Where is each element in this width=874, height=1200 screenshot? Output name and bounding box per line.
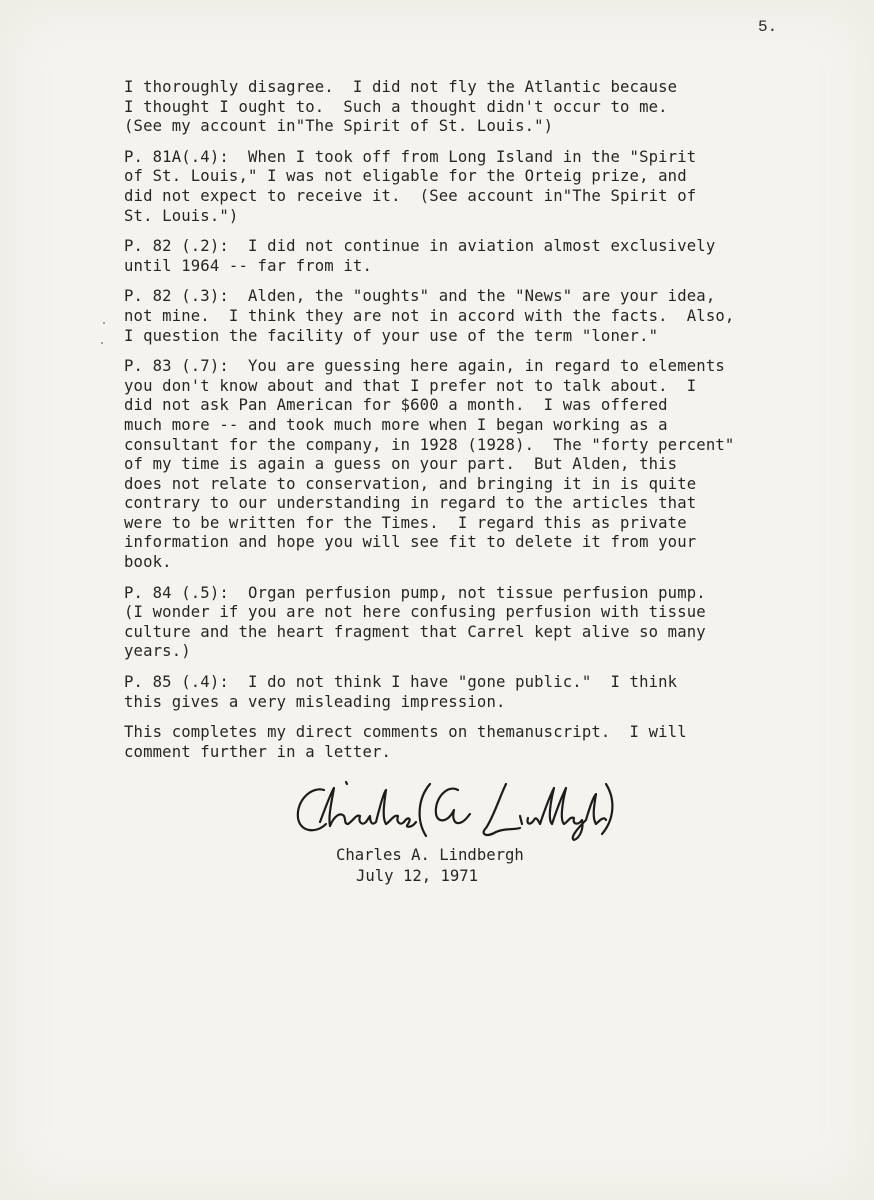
text-line: P. 85 (.4): I do not think I have "gone public." I think — [124, 673, 678, 692]
text-line: of my time is again a guess on your part. But Alden, this — [124, 455, 678, 474]
text-line: I question the facility of your use of the term "loner." — [124, 326, 659, 345]
text-line: (See my account in"The Spirit of St. Louis.") — [124, 117, 554, 136]
text-line: P. 82 (.2): I did not continue in aviation almost exclusively — [124, 237, 716, 256]
letter-paragraph — [124, 357, 814, 573]
letter-body — [124, 78, 814, 773]
page-number: 5. — [758, 18, 778, 36]
margin-mark — [101, 342, 103, 344]
text-line: contrary to our understanding in regard to the articles that — [124, 494, 697, 513]
text-line: were to be written for the Times. I regard this as private — [124, 513, 687, 532]
text-line: this gives a very misleading impression. — [124, 692, 506, 711]
text-line: of St. Louis," I was not eligable for the Orteig prize, and — [124, 167, 687, 186]
letter-paragraph — [124, 148, 814, 226]
handwritten-signature — [290, 776, 620, 846]
text-line: not mine. I think they are not in accord with the facts. Also, — [124, 306, 735, 325]
text-line: does not relate to conservation, and bringing it in is quite — [124, 474, 697, 493]
typed-signature-name: Charles A. Lindbergh — [336, 846, 524, 864]
text-line: did not ask Pan American for $600 a month. I was offered — [124, 396, 668, 415]
text-line: you don't know about and that I prefer not to talk about. I — [124, 376, 697, 395]
text-line: until 1964 -- far from it. — [124, 256, 372, 275]
text-line: book. — [124, 553, 172, 572]
text-line: information and hope you will see fit to delete it from your — [124, 533, 697, 552]
letter-paragraph — [124, 78, 814, 137]
text-line: This completes my direct comments on themanuscript. I will — [124, 723, 687, 742]
text-line: consultant for the company, in 1928 (1928). The "forty percent" — [124, 435, 735, 454]
text-line: St. Louis.") — [124, 206, 239, 225]
text-line: did not expect to receive it. (See account in"The Spirit of — [124, 186, 697, 205]
signature-date: July 12, 1971 — [356, 867, 479, 885]
letter-paragraph — [124, 673, 814, 712]
text-line: P. 81A(.4): When I took off from Long Island in the "Spirit — [124, 147, 697, 166]
text-line: culture and the heart fragment that Carrel kept alive so many — [124, 622, 706, 641]
text-line: years.) — [124, 642, 191, 661]
letter-paragraph — [124, 723, 814, 762]
text-line: I thoroughly disagree. I did not fly the Atlantic because — [124, 78, 678, 96]
text-line: P. 82 (.3): Alden, the "oughts" and the "News" are your idea, — [124, 287, 716, 306]
text-line: P. 83 (.7): You are guessing here again, in regard to elements — [124, 357, 725, 376]
text-line: I thought I ought to. Such a thought didn't occur to me. — [124, 97, 668, 116]
letter-paragraph — [124, 287, 814, 346]
text-line: (I wonder if you are not here confusing perfusion with tissue — [124, 603, 706, 622]
letter-paragraph — [124, 584, 814, 662]
margin-mark — [103, 322, 105, 324]
text-line: comment further in a letter. — [124, 742, 392, 761]
letter-paragraph — [124, 237, 814, 276]
text-line: P. 84 (.5): Organ perfusion pump, not tissue perfusion pump. — [124, 583, 706, 602]
text-line: much more -- and took much more when I began working as a — [124, 415, 668, 434]
